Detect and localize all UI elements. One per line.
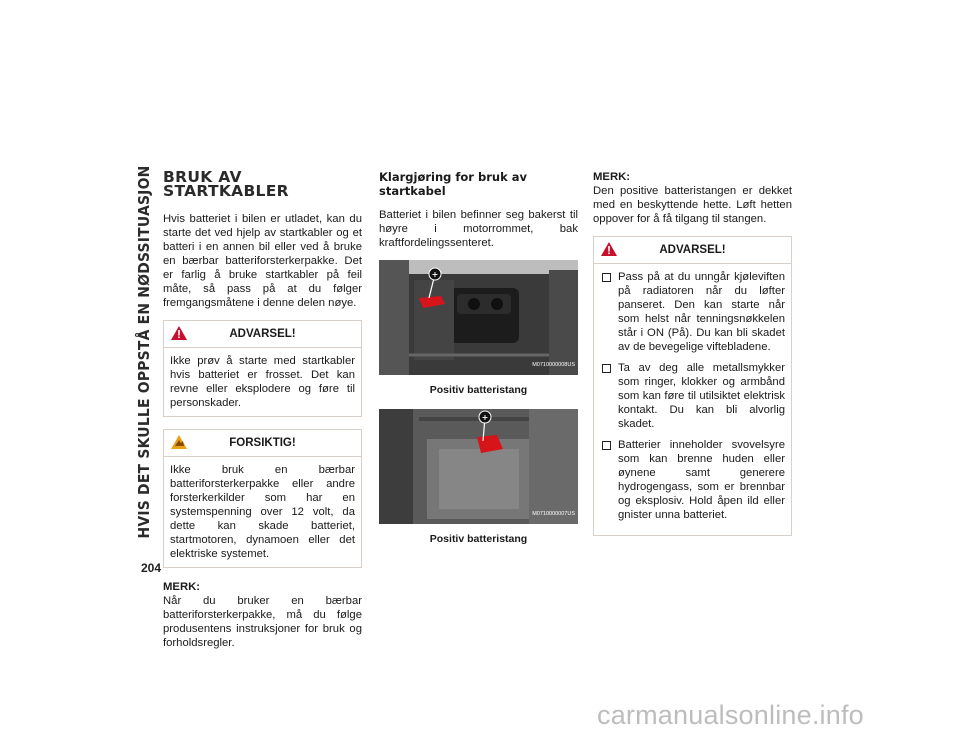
- warning-title-right: ADVARSEL!: [659, 244, 726, 256]
- left-column: [163, 170, 362, 660]
- list-item: Batterier inneholder svovelsyre som kan brenne huden eller øynene samt generere hydrogengass, som er brennbar og eksplosiv. Hold åpen ild eller gnister unna batteriet.: [600, 438, 785, 522]
- note-text: Når du bruker en bærbar batteriforsterkerpakke, må du følge produsentens instruksjoner for bruk og forholdsregler.: [163, 595, 362, 649]
- bullet-square-icon: [602, 364, 611, 373]
- warning-header: [164, 321, 361, 348]
- list-item: Pass på at du unngår kjøleviften på radiatoren når du løfter panseret. Den kan starte når som helst når tenningsnøkkelen står i ON (På). Du kan bli skadet av de bevegelige viftebladene.: [600, 270, 785, 354]
- engine-bay-photo-2: [379, 409, 578, 524]
- warning-list: [600, 270, 785, 522]
- warning-triangle-icon: [600, 241, 618, 257]
- bullet-square-icon: [602, 273, 611, 282]
- intro-paragraph: Hvis batteriet i bilen er utladet, kan du starte det ved hjelp av startkabler og et batteri i en annen bil eller ved å bruke en bærbar batteriforsterkerpakke. Det er farlig å bruke startkabler på feil måte, så pass på at du følger fremgangsmåtene i denne delen nøye.: [163, 213, 362, 309]
- caution-box: [163, 429, 362, 568]
- section-subtitle: Klargjøring for bruk av startkabel: [379, 170, 527, 198]
- svg-text:+: +: [481, 413, 489, 422]
- svg-text:+: +: [431, 270, 439, 279]
- note-label: MERK:: [163, 581, 201, 593]
- battery-location-text: Batteriet i bilen befinner seg bakerst til høyre i motorrommet, bak kraftfordelingssenteret.: [379, 209, 578, 249]
- caution-text: Ikke bruk en bærbar batteriforsterkerpakke eller andre forsterkerkilder som har en systemspenning over 12 volt, da dette kan skade batteriet, startmotoren, dynamoen eller det elektriske systemet.: [170, 464, 355, 560]
- image-code-2: M0710000007US: [532, 511, 575, 517]
- caution-title: FORSIKTIG!: [229, 437, 296, 449]
- warning-title: ADVARSEL!: [229, 328, 296, 340]
- image-caption-1: Positiv batteristang: [429, 384, 528, 396]
- caution-header: [164, 430, 361, 457]
- warning-triangle-icon: [170, 325, 188, 341]
- right-column: [593, 170, 792, 548]
- note-label-right: MERK:: [593, 171, 631, 183]
- section-tab-label: HVIS DET SKULLE OPPSTÅ EN NØDSSITUASJON: [135, 165, 153, 539]
- image-caption-2: Positiv batteristang: [429, 533, 528, 545]
- page-title: BRUK AV STARTKABLER: [163, 168, 289, 200]
- middle-column: [379, 170, 578, 558]
- note-text-right: Den positive batteristangen er dekket med en beskyttende hette. Løft hetten oppover for å få tilgang til stangen.: [593, 185, 792, 225]
- engine-bay-photo-1: [379, 260, 578, 375]
- page-number: 204: [141, 561, 162, 575]
- warning-text: Ikke prøv å starte med startkabler hvis batteriet er frosset. Det kan revne eller eksplodere og føre til personskader.: [170, 355, 355, 409]
- warning-list-body: [594, 264, 791, 535]
- image-code-1: M0710000008US: [532, 362, 575, 368]
- warning-box: [163, 320, 362, 417]
- warning-header-right: [594, 237, 791, 264]
- caution-icon: [170, 434, 188, 450]
- bullet-square-icon: [602, 441, 611, 450]
- warning-box-right: [593, 236, 792, 536]
- list-item: Ta av deg alle metallsmykker som ringer, klokker og armbånd som kan føre til utilsiktet elektrisk kontakt. Du kan bli alvorlig skadet.: [600, 361, 785, 431]
- watermark: carmanualsonline.info: [597, 700, 864, 730]
